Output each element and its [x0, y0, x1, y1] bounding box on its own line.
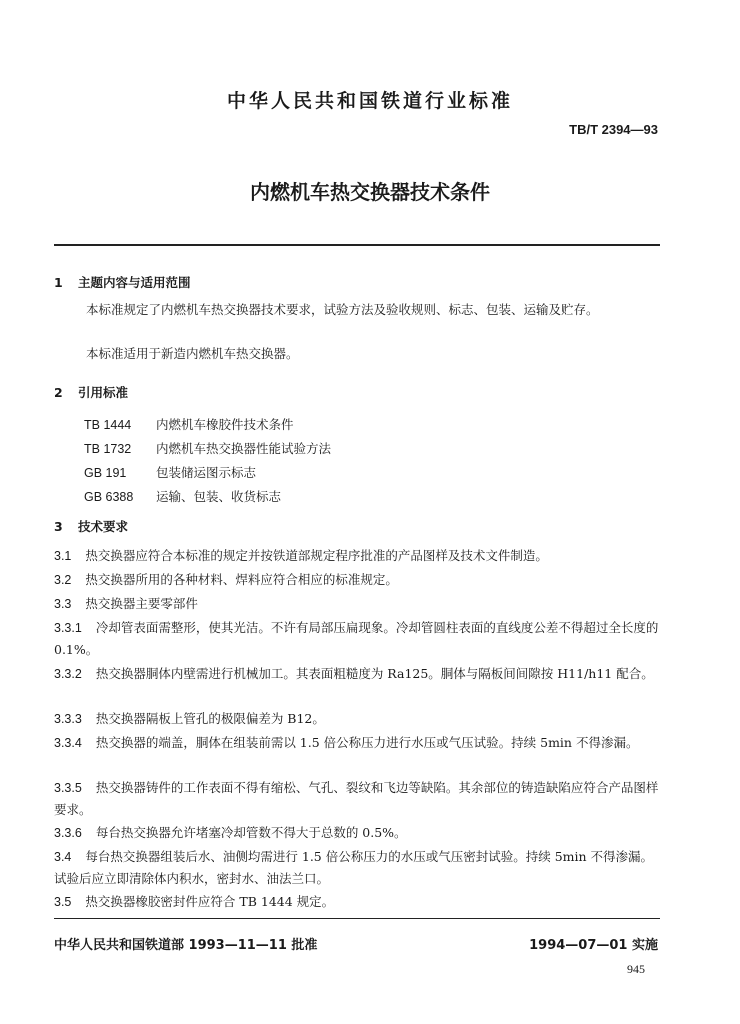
clause-text: 每台热交换器允许堵塞冷却管数不得大于总数的 0.5%。 [95, 825, 407, 840]
clause-text: 热交换器的端盖，胴体在组装前需以 1.5 倍公称压力进行水压或气压试验。持续 5min 不得渗漏。 [95, 735, 639, 750]
clause-3-4 [54, 846, 660, 890]
section-3-heading [54, 517, 128, 535]
section-1-heading [54, 273, 191, 291]
reference-title: 内燃机车橡胶件技术条件 [156, 417, 294, 432]
clause-3-5 [54, 891, 660, 913]
reference-title: 包装储运图示标志 [156, 465, 257, 480]
clause-number: 3.2 [54, 573, 72, 587]
effective-date: 1994—07—01 实施 [529, 938, 658, 953]
clause-number: 3.4 [54, 850, 72, 864]
clause-3-3-5 [54, 777, 660, 821]
clause-text: 冷却管表面需整形，使其光洁。不许有局部压扁现象。冷却管圆柱表面的直线度公差不得超过全长度的 0.1%。 [54, 620, 659, 657]
reference-code: GB 191 [84, 466, 127, 480]
document-title: 内燃机车热交换器技术条件 [250, 180, 490, 204]
clause-text: 热交换器铸件的工作表面不得有缩松、气孔、裂纹和飞边等缺陷。其余部位的铸造缺陷应符合产品图样要求。 [54, 780, 659, 817]
clause-number: 3.3.6 [54, 826, 82, 840]
clause-text: 热交换器应符合本标准的规定并按铁道部规定程序批准的产品图样及技术文件制造。 [85, 548, 548, 563]
reference-item [84, 463, 256, 481]
reference-item [84, 415, 294, 433]
clause-text: 热交换器隔板上管孔的极限偏差为 B12。 [95, 711, 325, 726]
section-1-paragraph-1: 本标准规定了内燃机车热交换器技术要求，试验方法及验收规则、标志、包装、运输及贮存。 [86, 302, 599, 317]
clause-3-3-6 [54, 822, 660, 844]
reference-title: 运输、包装、收货标志 [156, 489, 282, 504]
section-number: 1 [54, 275, 63, 290]
section-number: 3 [54, 519, 63, 534]
top-rule [54, 244, 660, 246]
reference-item [84, 439, 331, 457]
clause-3-2 [54, 569, 660, 591]
reference-title: 内燃机车热交换器性能试验方法 [156, 441, 332, 456]
section-number: 2 [54, 385, 63, 400]
clause-text: 热交换器所用的各种材料、焊料应符合相应的标准规定。 [85, 572, 398, 587]
clause-text: 每台热交换器组装后水、油侧均需进行 1.5 倍公称压力的水压或气压密封试验。持续 5min 不得渗漏。试验后应立即清除体内积水，密封水、油法兰口。 [54, 849, 654, 886]
clause-text: 热交换器主要零部件 [85, 596, 198, 611]
section-1-paragraph-2: 本标准适用于新造内燃机车热交换器。 [86, 346, 299, 361]
section-2-heading [54, 383, 128, 401]
reference-code: GB 6388 [84, 490, 134, 504]
reference-code: TB 1444 [84, 418, 132, 432]
clause-text: 热交换器胴体内壁需进行机械加工。其表面粗糙度为 Ra125。胴体与隔板间间隙按 H11/h11 配合。 [95, 666, 654, 681]
clause-number: 3.3.2 [54, 667, 82, 681]
approval-statement: 中华人民共和国铁道部 1993—11—11 批准 [54, 938, 318, 953]
clause-number: 3.3 [54, 597, 72, 611]
clause-3-3-3 [54, 708, 660, 730]
clause-text: 热交换器橡胶密封件应符合 TB 1444 规定。 [85, 894, 335, 909]
clause-3-1 [54, 545, 660, 567]
reference-code: TB 1732 [84, 442, 132, 456]
clause-number: 3.3.3 [54, 712, 82, 726]
clause-3-3-1 [54, 617, 660, 661]
clause-3-3-4 [54, 732, 660, 754]
clause-3-3 [54, 593, 660, 615]
clause-number: 3.5 [54, 895, 72, 909]
reference-item [84, 487, 281, 505]
clause-number: 3.3.1 [54, 621, 82, 635]
issuing-body-heading: 中华人民共和国铁道行业标准 [226, 90, 513, 112]
section-title: 技术要求 [78, 519, 129, 534]
clause-number: 3.3.4 [54, 736, 82, 750]
clause-3-3-2 [54, 663, 660, 685]
clause-number: 3.3.5 [54, 781, 82, 795]
page-number: 945 [627, 962, 645, 976]
section-title: 引用标准 [78, 385, 129, 400]
section-title: 主题内容与适用范围 [78, 275, 191, 290]
standard-number: TB/T 2394—93 [569, 122, 658, 137]
clause-number: 3.1 [54, 549, 72, 563]
bottom-rule [54, 918, 660, 919]
